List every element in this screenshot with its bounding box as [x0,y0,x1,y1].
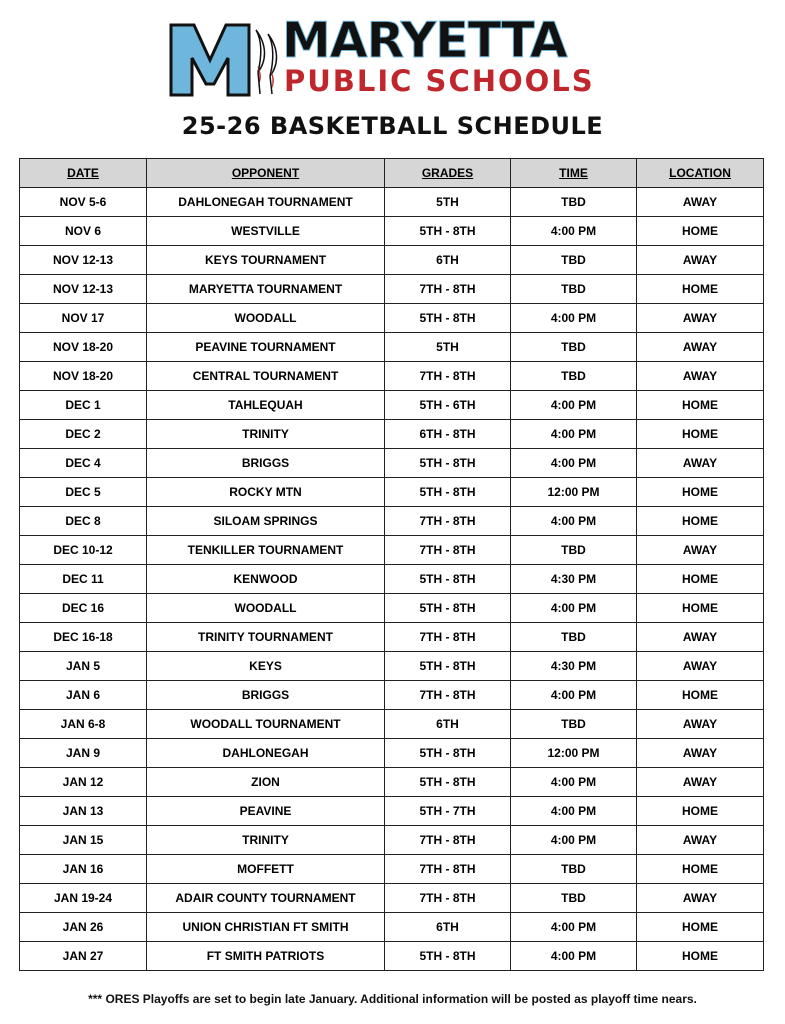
date-cell: DEC 2 [20,420,147,449]
opponent-cell: KENWOOD [147,565,385,594]
grades-cell: 5TH - 8TH [385,942,511,971]
location-cell: AWAY [637,739,764,768]
location-cell: AWAY [637,449,764,478]
opponent-cell: PEAVINE [147,797,385,826]
time-cell: TBD [511,362,637,391]
grades-cell: 6TH [385,710,511,739]
grades-cell: 7TH - 8TH [385,855,511,884]
grades-cell: 5TH - 8TH [385,565,511,594]
table-row [20,942,764,971]
table-row [20,217,764,246]
table-row [20,884,764,913]
location-cell: AWAY [637,188,764,217]
location-cell: HOME [637,478,764,507]
location-cell: AWAY [637,623,764,652]
opponent-cell: TRINITY [147,420,385,449]
time-cell: 4:00 PM [511,449,637,478]
logo-school-name: MARYETTA [282,12,567,69]
opponent-cell: TRINITY TOURNAMENT [147,623,385,652]
opponent-cell: DAHLONEGAH [147,739,385,768]
opponent-cell: TAHLEQUAH [147,391,385,420]
location-cell: HOME [637,942,764,971]
school-logo [168,12,600,98]
time-cell: 4:00 PM [511,913,637,942]
table-header-row [20,159,764,188]
time-cell: TBD [511,710,637,739]
grades-cell: 5TH [385,188,511,217]
opponent-cell: ADAIR COUNTY TOURNAMENT [147,884,385,913]
opponent-cell: BRIGGS [147,681,385,710]
location-cell: HOME [637,594,764,623]
location-cell: AWAY [637,246,764,275]
time-cell: TBD [511,333,637,362]
grades-cell: 7TH - 8TH [385,884,511,913]
date-cell: NOV 18-20 [20,333,147,362]
date-cell: JAN 5 [20,652,147,681]
grades-cell: 6TH [385,913,511,942]
date-cell: JAN 9 [20,739,147,768]
grades-cell: 5TH - 8TH [385,652,511,681]
time-cell: 4:00 PM [511,594,637,623]
time-cell: 4:00 PM [511,797,637,826]
time-cell: 4:30 PM [511,565,637,594]
date-cell: JAN 12 [20,768,147,797]
grades-cell: 5TH [385,333,511,362]
location-cell: AWAY [637,826,764,855]
grades-cell: 5TH - 8TH [385,449,511,478]
opponent-cell: ZION [147,768,385,797]
date-cell: JAN 6-8 [20,710,147,739]
grades-cell: 5TH - 8TH [385,217,511,246]
opponent-cell: UNION CHRISTIAN FT SMITH [147,913,385,942]
date-cell: JAN 6 [20,681,147,710]
schedule-table [19,158,764,971]
table-row [20,188,764,217]
table-row [20,681,764,710]
date-cell: NOV 17 [20,304,147,333]
grades-cell: 7TH - 8TH [385,536,511,565]
table-row [20,333,764,362]
date-cell: DEC 1 [20,391,147,420]
time-cell: TBD [511,884,637,913]
location-cell: AWAY [637,768,764,797]
location-cell: AWAY [637,710,764,739]
opponent-cell: FT SMITH PATRIOTS [147,942,385,971]
time-cell: TBD [511,188,637,217]
date-cell: JAN 26 [20,913,147,942]
date-cell: DEC 4 [20,449,147,478]
date-cell: JAN 16 [20,855,147,884]
date-cell: NOV 18-20 [20,362,147,391]
table-row [20,768,764,797]
logo-subtitle: PUBLIC SCHOOLS [284,64,595,98]
opponent-cell: BRIGGS [147,449,385,478]
date-cell: DEC 5 [20,478,147,507]
opponent-cell: MOFFETT [147,855,385,884]
date-cell: NOV 12-13 [20,275,147,304]
time-cell: 4:00 PM [511,217,637,246]
date-cell: DEC 10-12 [20,536,147,565]
time-cell: 12:00 PM [511,478,637,507]
grades-cell: 7TH - 8TH [385,507,511,536]
opponent-cell: WOODALL [147,594,385,623]
location-cell: HOME [637,391,764,420]
location-cell: HOME [637,797,764,826]
table-row [20,304,764,333]
grades-cell: 5TH - 7TH [385,797,511,826]
opponent-cell: KEYS [147,652,385,681]
location-cell: AWAY [637,333,764,362]
opponent-cell: DAHLONEGAH TOURNAMENT [147,188,385,217]
table-row [20,449,764,478]
opponent-cell: MARYETTA TOURNAMENT [147,275,385,304]
table-row [20,652,764,681]
opponent-cell: SILOAM SPRINGS [147,507,385,536]
table-row [20,420,764,449]
grades-cell: 5TH - 8TH [385,594,511,623]
location-cell: HOME [637,420,764,449]
date-cell: NOV 6 [20,217,147,246]
table-row [20,623,764,652]
table-row [20,246,764,275]
grades-cell: 6TH [385,246,511,275]
time-cell: 4:00 PM [511,826,637,855]
time-cell: TBD [511,855,637,884]
time-cell: TBD [511,275,637,304]
location-cell: HOME [637,507,764,536]
grades-cell: 7TH - 8TH [385,826,511,855]
time-cell: TBD [511,623,637,652]
date-cell: DEC 16 [20,594,147,623]
grades-cell: 7TH - 8TH [385,681,511,710]
location-cell: AWAY [637,652,764,681]
table-row [20,565,764,594]
opponent-cell: TRINITY [147,826,385,855]
time-cell: 4:00 PM [511,391,637,420]
grades-cell: 5TH - 8TH [385,768,511,797]
date-cell: DEC 11 [20,565,147,594]
table-row [20,797,764,826]
date-cell: NOV 12-13 [20,246,147,275]
column-header-location: LOCATION [637,159,764,188]
opponent-cell: CENTRAL TOURNAMENT [147,362,385,391]
table-row [20,275,764,304]
column-header-opponent: OPPONENT [147,159,385,188]
table-row [20,391,764,420]
opponent-cell: WESTVILLE [147,217,385,246]
time-cell: 4:30 PM [511,652,637,681]
time-cell: 4:00 PM [511,420,637,449]
location-cell: HOME [637,855,764,884]
grades-cell: 5TH - 8TH [385,478,511,507]
time-cell: 12:00 PM [511,739,637,768]
table-row [20,594,764,623]
time-cell: TBD [511,536,637,565]
table-row [20,710,764,739]
schedule-body [20,188,764,971]
location-cell: AWAY [637,884,764,913]
feather-icon [248,26,284,96]
location-cell: HOME [637,913,764,942]
location-cell: HOME [637,275,764,304]
table-row [20,536,764,565]
time-cell: 4:00 PM [511,507,637,536]
time-cell: 4:00 PM [511,942,637,971]
column-header-time: TIME [511,159,637,188]
date-cell: JAN 15 [20,826,147,855]
date-cell: JAN 13 [20,797,147,826]
time-cell: TBD [511,246,637,275]
opponent-cell: WOODALL [147,304,385,333]
location-cell: AWAY [637,304,764,333]
grades-cell: 7TH - 8TH [385,623,511,652]
date-cell: JAN 19-24 [20,884,147,913]
location-cell: HOME [637,217,764,246]
table-row [20,478,764,507]
maryetta-m-logo-icon [168,22,252,98]
time-cell: 4:00 PM [511,304,637,333]
time-cell: 4:00 PM [511,768,637,797]
opponent-cell: TENKILLER TOURNAMENT [147,536,385,565]
time-cell: 4:00 PM [511,681,637,710]
table-row [20,362,764,391]
table-row [20,855,764,884]
grades-cell: 6TH - 8TH [385,420,511,449]
page-title: 25-26 BASKETBALL SCHEDULE [181,112,604,140]
grades-cell: 7TH - 8TH [385,275,511,304]
table-row [20,913,764,942]
column-header-date: DATE [20,159,147,188]
date-cell: JAN 27 [20,942,147,971]
location-cell: HOME [637,681,764,710]
opponent-cell: KEYS TOURNAMENT [147,246,385,275]
location-cell: AWAY [637,362,764,391]
grades-cell: 5TH - 8TH [385,739,511,768]
table-row [20,739,764,768]
grades-cell: 5TH - 6TH [385,391,511,420]
date-cell: NOV 5-6 [20,188,147,217]
table-row [20,507,764,536]
opponent-cell: WOODALL TOURNAMENT [147,710,385,739]
opponent-cell: PEAVINE TOURNAMENT [147,333,385,362]
opponent-cell: ROCKY MTN [147,478,385,507]
column-header-grades: GRADES [385,159,511,188]
date-cell: DEC 8 [20,507,147,536]
location-cell: AWAY [637,536,764,565]
grades-cell: 5TH - 8TH [385,304,511,333]
playoffs-footnote: *** ORES Playoffs are set to begin late January. Additional information will be posted as playoff time nears. [88,992,697,1006]
table-row [20,826,764,855]
grades-cell: 7TH - 8TH [385,362,511,391]
location-cell: HOME [637,565,764,594]
date-cell: DEC 16-18 [20,623,147,652]
